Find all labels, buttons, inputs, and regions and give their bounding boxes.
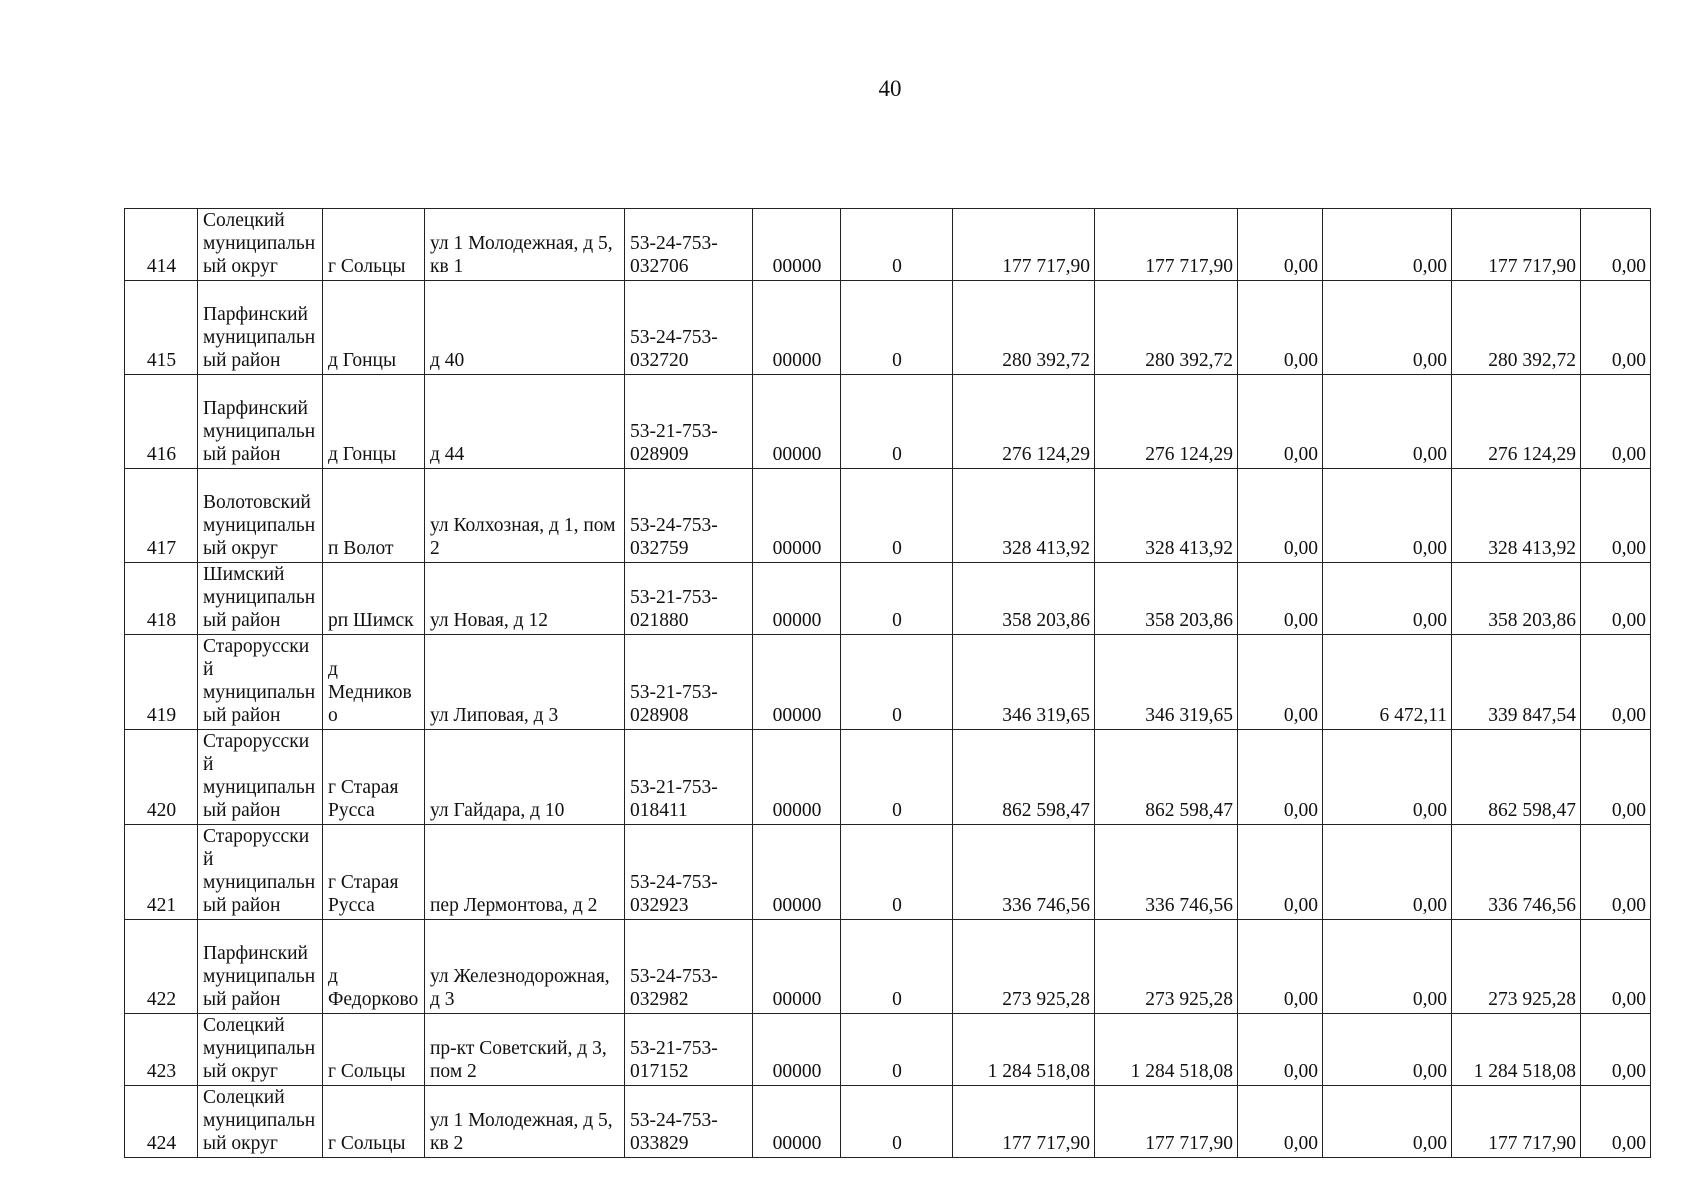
amount-total-cell: 177 717,90 [953,209,1095,281]
registry-table [124,208,1651,1158]
zero-cell: 0 [841,469,953,563]
amount-cell: 0,00 [1323,209,1452,281]
amount-total-cell: 280 392,72 [953,281,1095,375]
amount-cell: 0,00 [1238,920,1323,1014]
row-number: 418 [125,563,198,635]
settlement-cell: г Старая Русса [323,730,425,825]
code-suffix-cell: 00000 [753,281,841,375]
code-suffix-cell: 00000 [753,469,841,563]
zero-cell: 0 [841,375,953,469]
amount-cell: 0,00 [1581,1014,1651,1086]
amount-cell: 1 284 518,08 [1095,1014,1238,1086]
amount-cell: 0,00 [1238,1014,1323,1086]
row-number: 424 [125,1086,198,1158]
amount-cell: 0,00 [1238,281,1323,375]
table-row [125,825,1651,920]
settlement-cell: д Гонцы [323,375,425,469]
code-cell: 53-21-753-017152 [625,1014,753,1086]
code-suffix-cell: 00000 [753,730,841,825]
settlement-cell: д Федорково [323,920,425,1014]
code-cell: 53-21-753-021880 [625,563,753,635]
table-row [125,1086,1651,1158]
amount-cell: 0,00 [1581,563,1651,635]
row-number: 416 [125,375,198,469]
zero-cell: 0 [841,1014,953,1086]
code-suffix-cell: 00000 [753,635,841,730]
settlement-cell: д Гонцы [323,281,425,375]
amount-cell: 358 203,86 [1095,563,1238,635]
address-cell: д 40 [425,281,625,375]
amount-cell: 0,00 [1581,920,1651,1014]
address-cell: ул 1 Молодежная, д 5, кв 2 [425,1086,625,1158]
amount-cell: 0,00 [1581,375,1651,469]
address-cell: ул Липовая, д 3 [425,635,625,730]
row-number: 417 [125,469,198,563]
address-cell: пр-кт Советский, д 3, пом 2 [425,1014,625,1086]
municipality-cell: Шимский муниципальный район [198,563,323,635]
amount-cell: 0,00 [1323,281,1452,375]
code-suffix-cell: 00000 [753,920,841,1014]
code-suffix-cell: 00000 [753,825,841,920]
amount-cell: 276 124,29 [1452,375,1581,469]
table-row [125,1014,1651,1086]
amount-total-cell: 358 203,86 [953,563,1095,635]
amount-total-cell: 177 717,90 [953,1086,1095,1158]
amount-total-cell: 276 124,29 [953,375,1095,469]
amount-cell: 0,00 [1238,469,1323,563]
table-row [125,635,1651,730]
municipality-cell: Старорусский муниципальный район [198,825,323,920]
address-cell: ул 1 Молодежная, д 5, кв 1 [425,209,625,281]
zero-cell: 0 [841,730,953,825]
amount-cell: 0,00 [1323,1086,1452,1158]
code-cell: 53-24-753-032923 [625,825,753,920]
code-suffix-cell: 00000 [753,1014,841,1086]
row-number: 423 [125,1014,198,1086]
amount-cell: 280 392,72 [1095,281,1238,375]
amount-cell: 177 717,90 [1452,209,1581,281]
municipality-cell: Парфинский муниципальный район [198,920,323,1014]
amount-cell: 328 413,92 [1452,469,1581,563]
municipality-cell: Парфинский муниципальный район [198,375,323,469]
table-row [125,375,1651,469]
table-row [125,469,1651,563]
row-number: 419 [125,635,198,730]
amount-cell: 0,00 [1581,209,1651,281]
row-number: 415 [125,281,198,375]
code-cell: 53-24-753-032706 [625,209,753,281]
amount-cell: 328 413,92 [1095,469,1238,563]
amount-cell: 0,00 [1323,563,1452,635]
zero-cell: 0 [841,825,953,920]
amount-cell: 0,00 [1581,1086,1651,1158]
municipality-cell: Солецкий муниципальный округ [198,209,323,281]
settlement-cell: г Сольцы [323,1014,425,1086]
table-row [125,563,1651,635]
municipality-cell: Старорусский муниципальный район [198,730,323,825]
zero-cell: 0 [841,563,953,635]
table-row [125,281,1651,375]
amount-cell: 0,00 [1581,281,1651,375]
amount-total-cell: 336 746,56 [953,825,1095,920]
amount-cell: 339 847,54 [1452,635,1581,730]
code-cell: 53-24-753-032759 [625,469,753,563]
code-suffix-cell: 00000 [753,563,841,635]
code-cell: 53-21-753-028909 [625,375,753,469]
settlement-cell: рп Шимск [323,563,425,635]
amount-cell: 346 319,65 [1095,635,1238,730]
address-cell: ул Гайдара, д 10 [425,730,625,825]
settlement-cell: г Сольцы [323,209,425,281]
amount-cell: 0,00 [1323,1014,1452,1086]
amount-cell: 862 598,47 [1095,730,1238,825]
amount-cell: 177 717,90 [1452,1086,1581,1158]
amount-cell: 273 925,28 [1095,920,1238,1014]
amount-cell: 0,00 [1323,825,1452,920]
zero-cell: 0 [841,920,953,1014]
amount-total-cell: 1 284 518,08 [953,1014,1095,1086]
code-suffix-cell: 00000 [753,1086,841,1158]
amount-total-cell: 273 925,28 [953,920,1095,1014]
municipality-cell: Старорусский муниципальный район [198,635,323,730]
code-cell: 53-24-753-032982 [625,920,753,1014]
amount-total-cell: 862 598,47 [953,730,1095,825]
address-cell: пер Лермонтова, д 2 [425,825,625,920]
amount-cell: 0,00 [1238,825,1323,920]
code-cell: 53-24-753-033829 [625,1086,753,1158]
amount-cell: 0,00 [1238,730,1323,825]
address-cell: д 44 [425,375,625,469]
code-cell: 53-21-753-028908 [625,635,753,730]
page-number: 40 [878,76,902,101]
settlement-cell: д Медниково [323,635,425,730]
address-cell: ул Новая, д 12 [425,563,625,635]
amount-cell: 0,00 [1581,635,1651,730]
code-suffix-cell: 00000 [753,375,841,469]
amount-cell: 862 598,47 [1452,730,1581,825]
municipality-cell: Солецкий муниципальный округ [198,1014,323,1086]
zero-cell: 0 [841,635,953,730]
amount-cell: 0,00 [1581,825,1651,920]
amount-cell: 0,00 [1238,563,1323,635]
code-cell: 53-21-753-018411 [625,730,753,825]
amount-cell: 1 284 518,08 [1452,1014,1581,1086]
table-row [125,209,1651,281]
amount-cell: 336 746,56 [1452,825,1581,920]
amount-cell: 0,00 [1238,635,1323,730]
amount-cell: 0,00 [1238,375,1323,469]
municipality-cell: Парфинский муниципальный район [198,281,323,375]
amount-cell: 0,00 [1323,375,1452,469]
row-number: 414 [125,209,198,281]
settlement-cell: п Волот [323,469,425,563]
code-cell: 53-24-753-032720 [625,281,753,375]
row-number: 422 [125,920,198,1014]
settlement-cell: г Сольцы [323,1086,425,1158]
amount-cell: 177 717,90 [1095,209,1238,281]
code-suffix-cell: 00000 [753,209,841,281]
amount-cell: 0,00 [1323,920,1452,1014]
amount-total-cell: 328 413,92 [953,469,1095,563]
settlement-cell: г Старая Русса [323,825,425,920]
amount-cell: 0,00 [1323,469,1452,563]
amount-cell: 276 124,29 [1095,375,1238,469]
amount-total-cell: 346 319,65 [953,635,1095,730]
amount-cell: 0,00 [1238,209,1323,281]
amount-cell: 6 472,11 [1323,635,1452,730]
zero-cell: 0 [841,281,953,375]
row-number: 420 [125,730,198,825]
amount-cell: 0,00 [1238,1086,1323,1158]
municipality-cell: Солецкий муниципальный округ [198,1086,323,1158]
address-cell: ул Железнодорожная, д 3 [425,920,625,1014]
row-number: 421 [125,825,198,920]
table-row [125,920,1651,1014]
table-row [125,730,1651,825]
amount-cell: 177 717,90 [1095,1086,1238,1158]
amount-cell: 0,00 [1323,730,1452,825]
address-cell: ул Колхозная, д 1, пом 2 [425,469,625,563]
municipality-cell: Волотовский муниципальный округ [198,469,323,563]
amount-cell: 0,00 [1581,469,1651,563]
amount-cell: 336 746,56 [1095,825,1238,920]
amount-cell: 358 203,86 [1452,563,1581,635]
zero-cell: 0 [841,1086,953,1158]
amount-cell: 273 925,28 [1452,920,1581,1014]
amount-cell: 280 392,72 [1452,281,1581,375]
amount-cell: 0,00 [1581,730,1651,825]
zero-cell: 0 [841,209,953,281]
